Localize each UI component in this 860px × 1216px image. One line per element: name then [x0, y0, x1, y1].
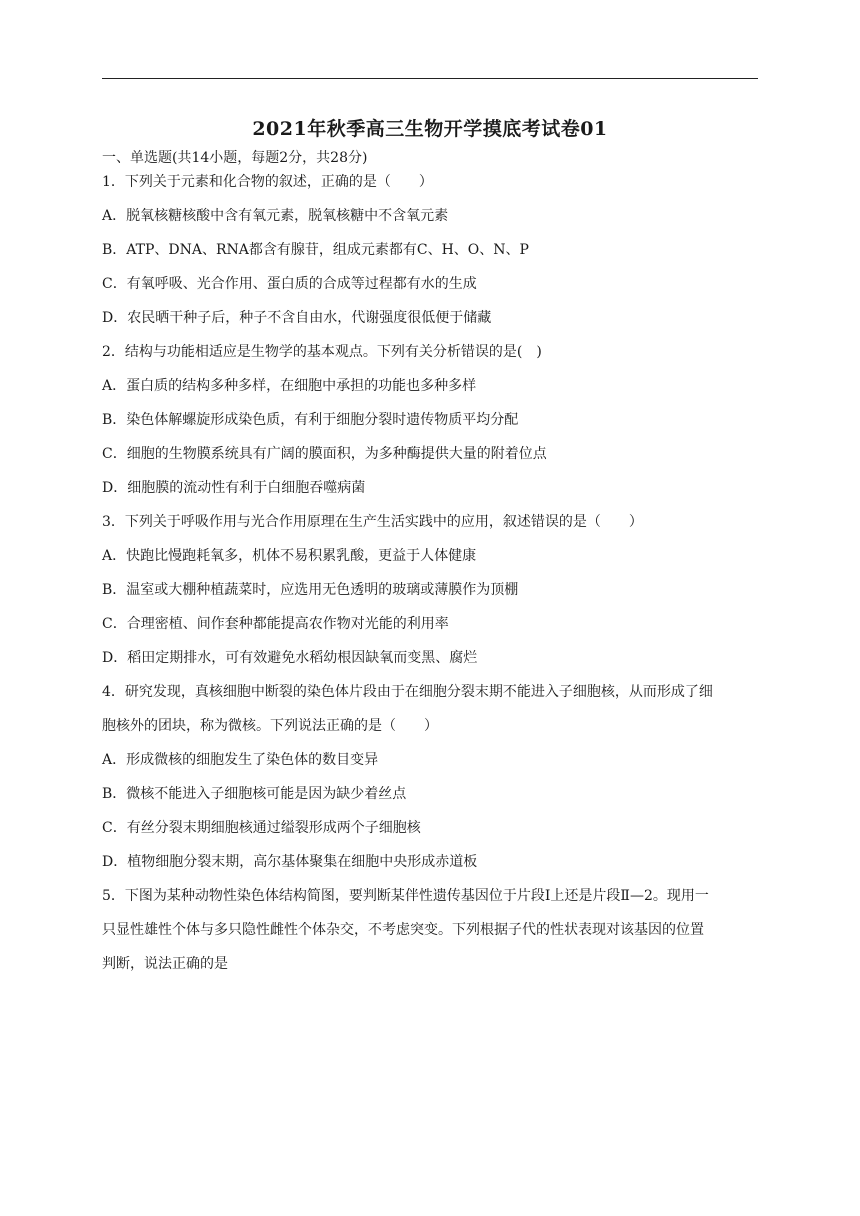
- question-stem-continued: 判断，说法正确的是: [102, 956, 228, 972]
- question-stem: 4．研究发现，真核细胞中断裂的染色体片段由于在细胞分裂末期不能进入子细胞核，从而形成了细: [102, 684, 713, 700]
- option-a: A．脱氧核糖核酸中含有氧元素，脱氧核糖中不含氧元素: [102, 208, 449, 224]
- option-d: D．稻田定期排水，可有效避免水稻幼根因缺氧而变黑、腐烂: [102, 650, 478, 666]
- option-a: A．蛋白质的结构多种多样，在细胞中承担的功能也多种多样: [102, 378, 477, 394]
- question-2: [102, 342, 762, 498]
- option-d: D．细胞膜的流动性有利于白细胞吞噬病菌: [102, 480, 366, 496]
- option-a: A．形成微核的细胞发生了染色体的数目变异: [102, 752, 379, 768]
- question-4: [102, 682, 762, 872]
- question-5: [102, 886, 762, 974]
- question-stem: 1．下列关于元素和化合物的叙述，正确的是（ ）: [102, 174, 433, 190]
- question-1: [102, 172, 762, 328]
- option-c: C．有氧呼吸、光合作用、蛋白质的合成等过程都有水的生成: [102, 276, 477, 292]
- question-stem-continued: 只显性雄性个体与多只隐性雌性个体杂交，不考虑突变。下列根据子代的性状表现对该基因的位置: [102, 922, 704, 938]
- option-c: C．有丝分裂末期细胞核通过缢裂形成两个子细胞核: [102, 820, 421, 836]
- option-b: B．温室或大棚种植蔬菜时，应选用无色透明的玻璃或薄膜作为顶棚: [102, 582, 519, 598]
- option-c: C．合理密植、间作套种都能提高农作物对光能的利用率: [102, 616, 449, 632]
- exam-content: [102, 148, 762, 974]
- question-stem: 2．结构与功能相适应是生物学的基本观点。下列有关分析错误的是( ): [102, 344, 542, 360]
- section-heading: 一、单选题(共14小题，每题2分，共28分): [102, 150, 368, 166]
- question-3: [102, 512, 762, 668]
- option-c: C．细胞的生物膜系统具有广阔的膜面积，为多种酶提供大量的附着位点: [102, 446, 547, 462]
- option-d: D．植物细胞分裂末期，高尔基体聚集在细胞中央形成赤道板: [102, 854, 478, 870]
- question-stem-continued: 胞核外的团块，称为微核。下列说法正确的是（ ）: [102, 718, 438, 734]
- option-d: D．农民晒干种子后，种子不含自由水，代谢强度很低便于储藏: [102, 310, 492, 326]
- page-title: 2021年秋季高三生物开学摸底考试卷01: [252, 118, 608, 140]
- option-b: B．染色体解螺旋形成染色质，有利于细胞分裂时遗传物质平均分配: [102, 412, 519, 428]
- option-b: B．ATP、DNA、RNA都含有腺苷，组成元素都有C、H、O、N、P: [102, 242, 529, 258]
- option-a: A．快跑比慢跑耗氧多，机体不易积累乳酸，更益于人体健康: [102, 548, 477, 564]
- question-stem: 5．下图为某种动物性染色体结构简图，要判断某伴性遗传基因位于片段Ⅰ上还是片段Ⅱ—2。现用一: [102, 888, 709, 904]
- header-rule: [102, 78, 758, 79]
- option-b: B．微核不能进入子细胞核可能是因为缺少着丝点: [102, 786, 407, 802]
- question-stem: 3．下列关于呼吸作用与光合作用原理在生产生活实践中的应用，叙述错误的是（ ）: [102, 514, 643, 530]
